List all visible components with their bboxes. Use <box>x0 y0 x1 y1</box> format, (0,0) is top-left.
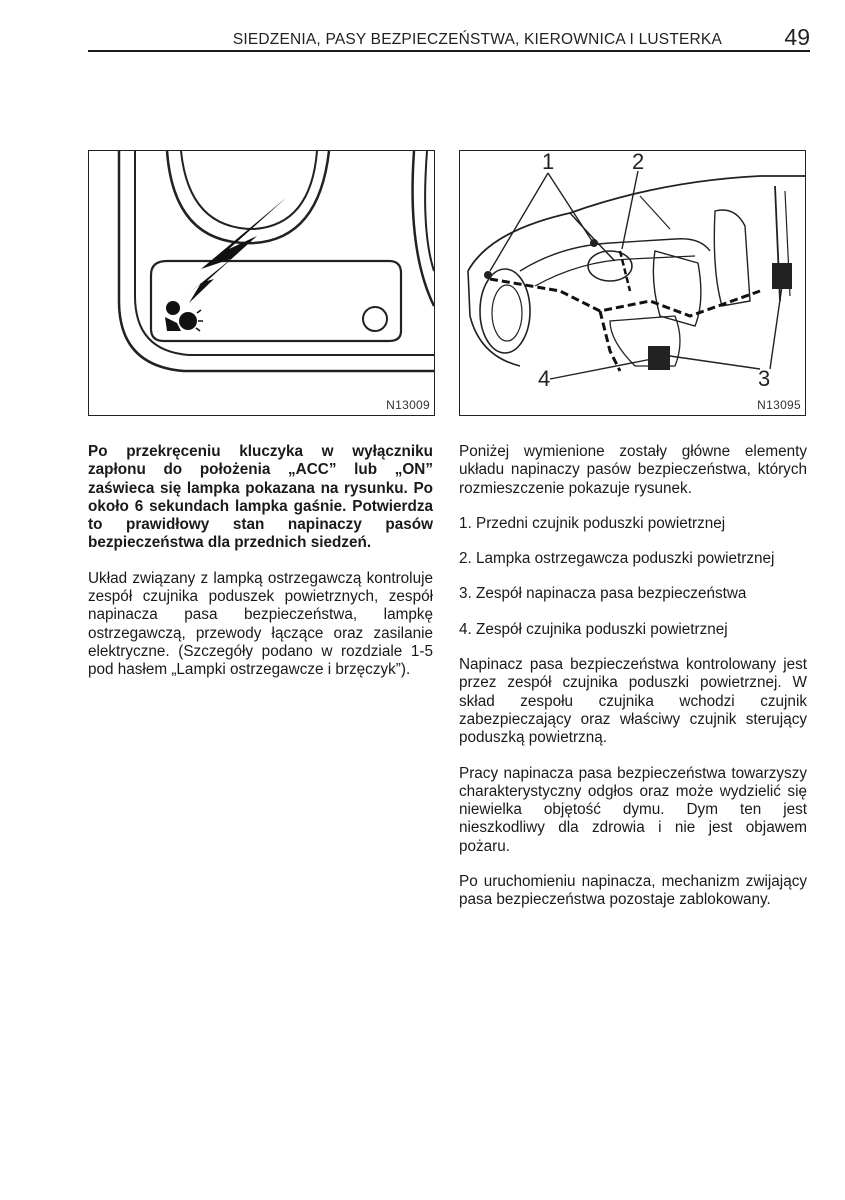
callout-1: 1 <box>542 150 555 174</box>
page-number: 49 <box>784 24 810 50</box>
callout-3: 3 <box>758 366 771 391</box>
paragraph: Po uruchomieniu napinacza, mechanizm zwijający pasa bezpieczeństwa pozostaje zablokowany. <box>459 873 807 909</box>
car-cutaway-illustration <box>460 151 805 415</box>
figure-code: N13009 <box>386 398 430 412</box>
header-divider <box>88 50 810 52</box>
bold-paragraph: Po przekręceniu kluczyka w wyłączniku zapłonu do położenia „ACC” lub „ON” zaświeca się lampka pokazana na rysunku. Po około 6 sekundach lampka gaśnie. Potwierdza to prawidłowy stan napinaczy pasów bezpieczeństwa dla przednich siedzeń. <box>88 443 433 552</box>
instrument-cluster-illustration <box>89 151 434 415</box>
figure-component-layout <box>459 150 806 416</box>
airbag-warning-icon <box>165 301 203 331</box>
callout-2: 2 <box>632 150 645 174</box>
section-title: SIEDZENIA, PASY BEZPIECZEŃSTWA, KIEROWNICA I LUSTERKA <box>232 31 722 48</box>
list-item: 4. Zespół czujnika poduszki powietrznej <box>459 620 728 638</box>
left-text-column <box>88 443 433 680</box>
list-item: 3. Zespół napinacza pasa bezpieczeństwa <box>459 585 747 603</box>
paragraph: Układ związany z lampką ostrzegawczą kontroluje zespół czujnika poduszek powietrznych, zespół napinacza pasa bezpieczeństwa, lampkę ostrzegawczą, przewody łączące oraz zasilanie elektryczne. (Szczegóły podano w rozdziale 1-5 pod hasłem „Lampki ostrzegawcze i brzęczyk”). <box>88 569 433 679</box>
list-item: 2. Lampka ostrzegawcza poduszki powietrznej <box>459 550 775 568</box>
intro-paragraph: Poniżej wymienione zostały główne elementy układu napinaczy pasów bezpieczeństwa, których rozmieszczenie pokazuje rysunek. <box>459 443 807 497</box>
paragraph: Pracy napinacza pasa bezpieczeństwa towarzyszy charakterystyczny odgłos oraz może wydzielić się niewielka objętość dymu. Dym ten jest nieszkodliwy dla zdrowia i nie jest objawem pożaru. <box>459 764 807 855</box>
figure-warning-lamp <box>88 150 435 416</box>
figure-code: N13095 <box>757 398 801 412</box>
paragraph: Napinacz pasa bezpieczeństwa kontrolowany jest przez zespół czujnika poduszki powietrznej. W skład zespołu czujnika wchodzi czujnik zabezpieczający oraz właściwy czujnik sterujący poduszką powietrzną. <box>459 656 807 747</box>
callout-4: 4 <box>538 366 551 391</box>
list-item: 1. Przedni czujnik poduszki powietrznej <box>459 514 726 532</box>
right-text-column <box>459 443 807 910</box>
